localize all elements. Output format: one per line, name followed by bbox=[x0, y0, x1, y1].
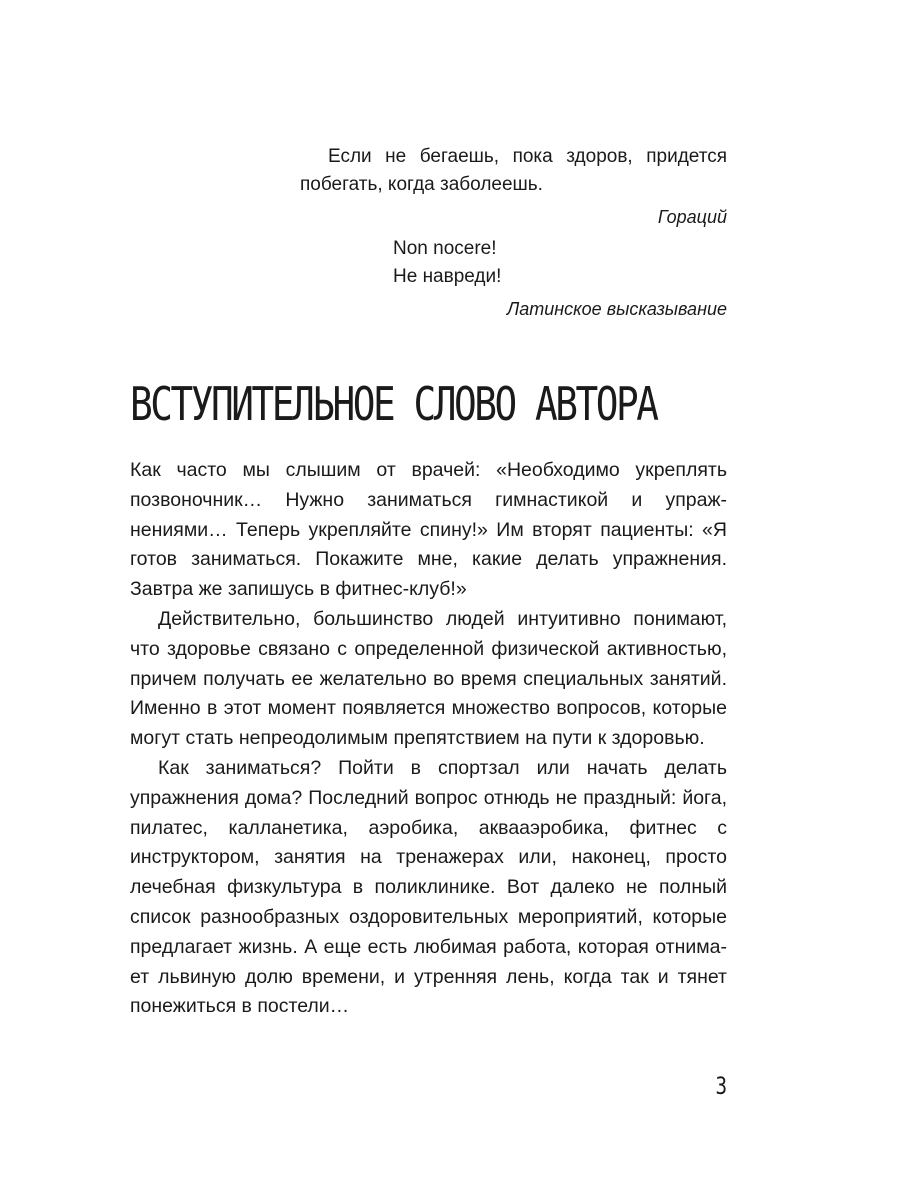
epigraph bbox=[300, 143, 727, 323]
epigraph-attribution-latin: Латинское высказывание bbox=[506, 299, 727, 319]
epigraph-quote: Если не бегаешь, пока здоров, придется побегать, когда заболеешь. bbox=[300, 146, 727, 195]
paragraph: Как заниматься? Пойти в спортзал или начать делать упражнения дома? Последний вопрос отнюдь не праздный: йога, пилатес, калланетика, аэробика, аквааэробика, фитнес с инструктором, занятия на тренажерах или, наконец, просто лечебная физкультура в поликлинике. Вот далеко не полный список разнообразных оздоровительных мероприятий, которые предлагает жизнь. А еще есть любимая работа, которая отнимает львиную долю времени, и утренняя лень, когда так и тянет понежиться в постели… bbox=[130, 756, 727, 1018]
paragraph: Действительно, большинство людей интуитивно понимают, что здоровье связано с определенной физической активностью, причем получать ее желательно во время специальных занятий. Именно в этот момент появляется множество вопросов, которые могут стать непреодолимым препятствием на пути к здоровью. bbox=[130, 607, 727, 750]
body-text bbox=[130, 456, 727, 1022]
chapter-title: ВСТУПИТЕЛЬНОЕ СЛОВО АВТОРА bbox=[130, 377, 657, 431]
epigraph-attribution-horace: Гораций bbox=[657, 207, 727, 227]
page-number: 3 bbox=[715, 1072, 727, 1100]
paragraph: Как часто мы слышим от врачей: «Необходимо укреплять позвоночник… Нужно заниматься гимнастикой и упражнениями… Теперь укрепляйте спину!» Им вторят пациенты: «Я готов заниматься. Покажите мне, какие делать упражнения. Завтра же запишусь в фитнес-клуб!» bbox=[130, 459, 727, 601]
epigraph-latin-phrase: Non nocere! bbox=[393, 238, 497, 259]
epigraph-latin-translation: Не навреди! bbox=[393, 266, 502, 287]
